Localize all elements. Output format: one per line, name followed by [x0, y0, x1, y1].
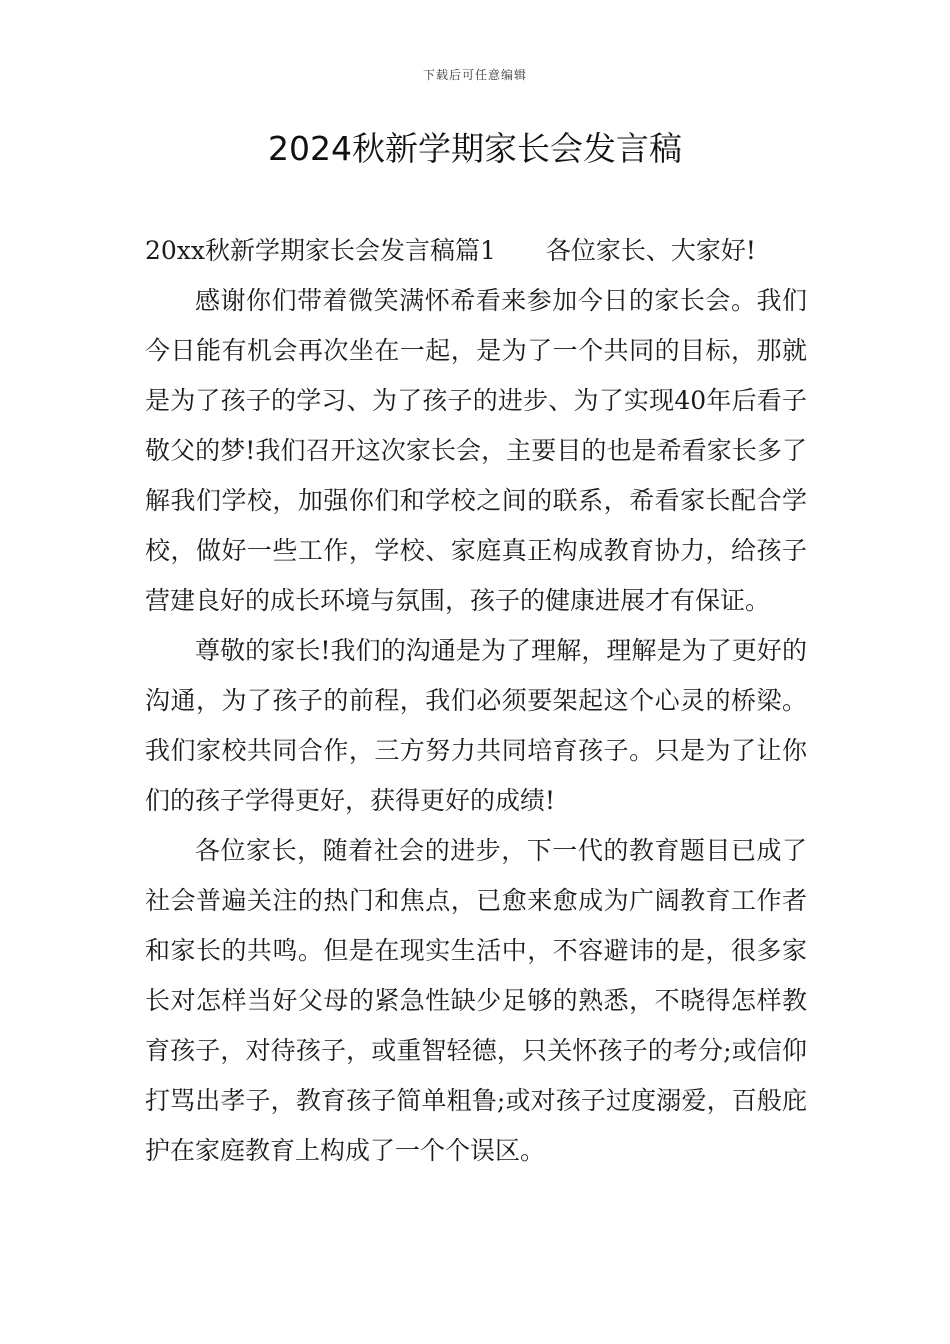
document-body — [145, 226, 807, 1176]
document-title: 2024秋新学期家长会发言稿 — [268, 129, 682, 168]
paragraph-1: 感谢你们带着微笑满怀希看来参加今日的家长会。我们今日能有机会再次坐在一起，是为了一个共同的目标，那就是为了孩子的学习、为了孩子的进步、为了实现40年后看子敬父的梦!我们召开这次家长会，主要目的也是希看家长多了解我们学校，加强你们和学校之间的联系，希看家长配合学校，做好一些工作，学校、家庭真正构成教育协力，给孩子营建良好的成长环境与氛围，孩子的健康进展才有保证。 — [145, 286, 807, 615]
section-heading: 20xx秋新学期家长会发言稿篇1 — [145, 236, 496, 265]
paragraph-3: 各位家长，随着社会的进步，下一代的教育题目已成了社会普遍关注的热门和焦点，已愈来愈成为广阔教育工作者和家长的共鸣。但是在现实生活中，不容避讳的是，很多家长对怎样当好父母的紧急性缺少足够的熟悉，不晓得怎样教育孩子，对待孩子，或重智轻德，只关怀孩子的考分;或信仰打骂出孝子，教育孩子简单粗鲁;或对孩子过度溺爱，百般庇护在家庭教育上构成了一个个误区。 — [145, 836, 807, 1165]
paragraph-2: 尊敬的家长!我们的沟通是为了理解，理解是为了更好的沟通，为了孩子的前程，我们必须要架起这个心灵的桥梁。我们家校共同合作，三方努力共同培育孩子。只是为了让你们的孩子学得更好，获得更好的成绩! — [145, 636, 807, 815]
header-note: 下载后可任意编辑 — [422, 68, 527, 82]
intro-line — [145, 226, 807, 276]
greeting: 各位家长、大家好! — [545, 236, 756, 265]
